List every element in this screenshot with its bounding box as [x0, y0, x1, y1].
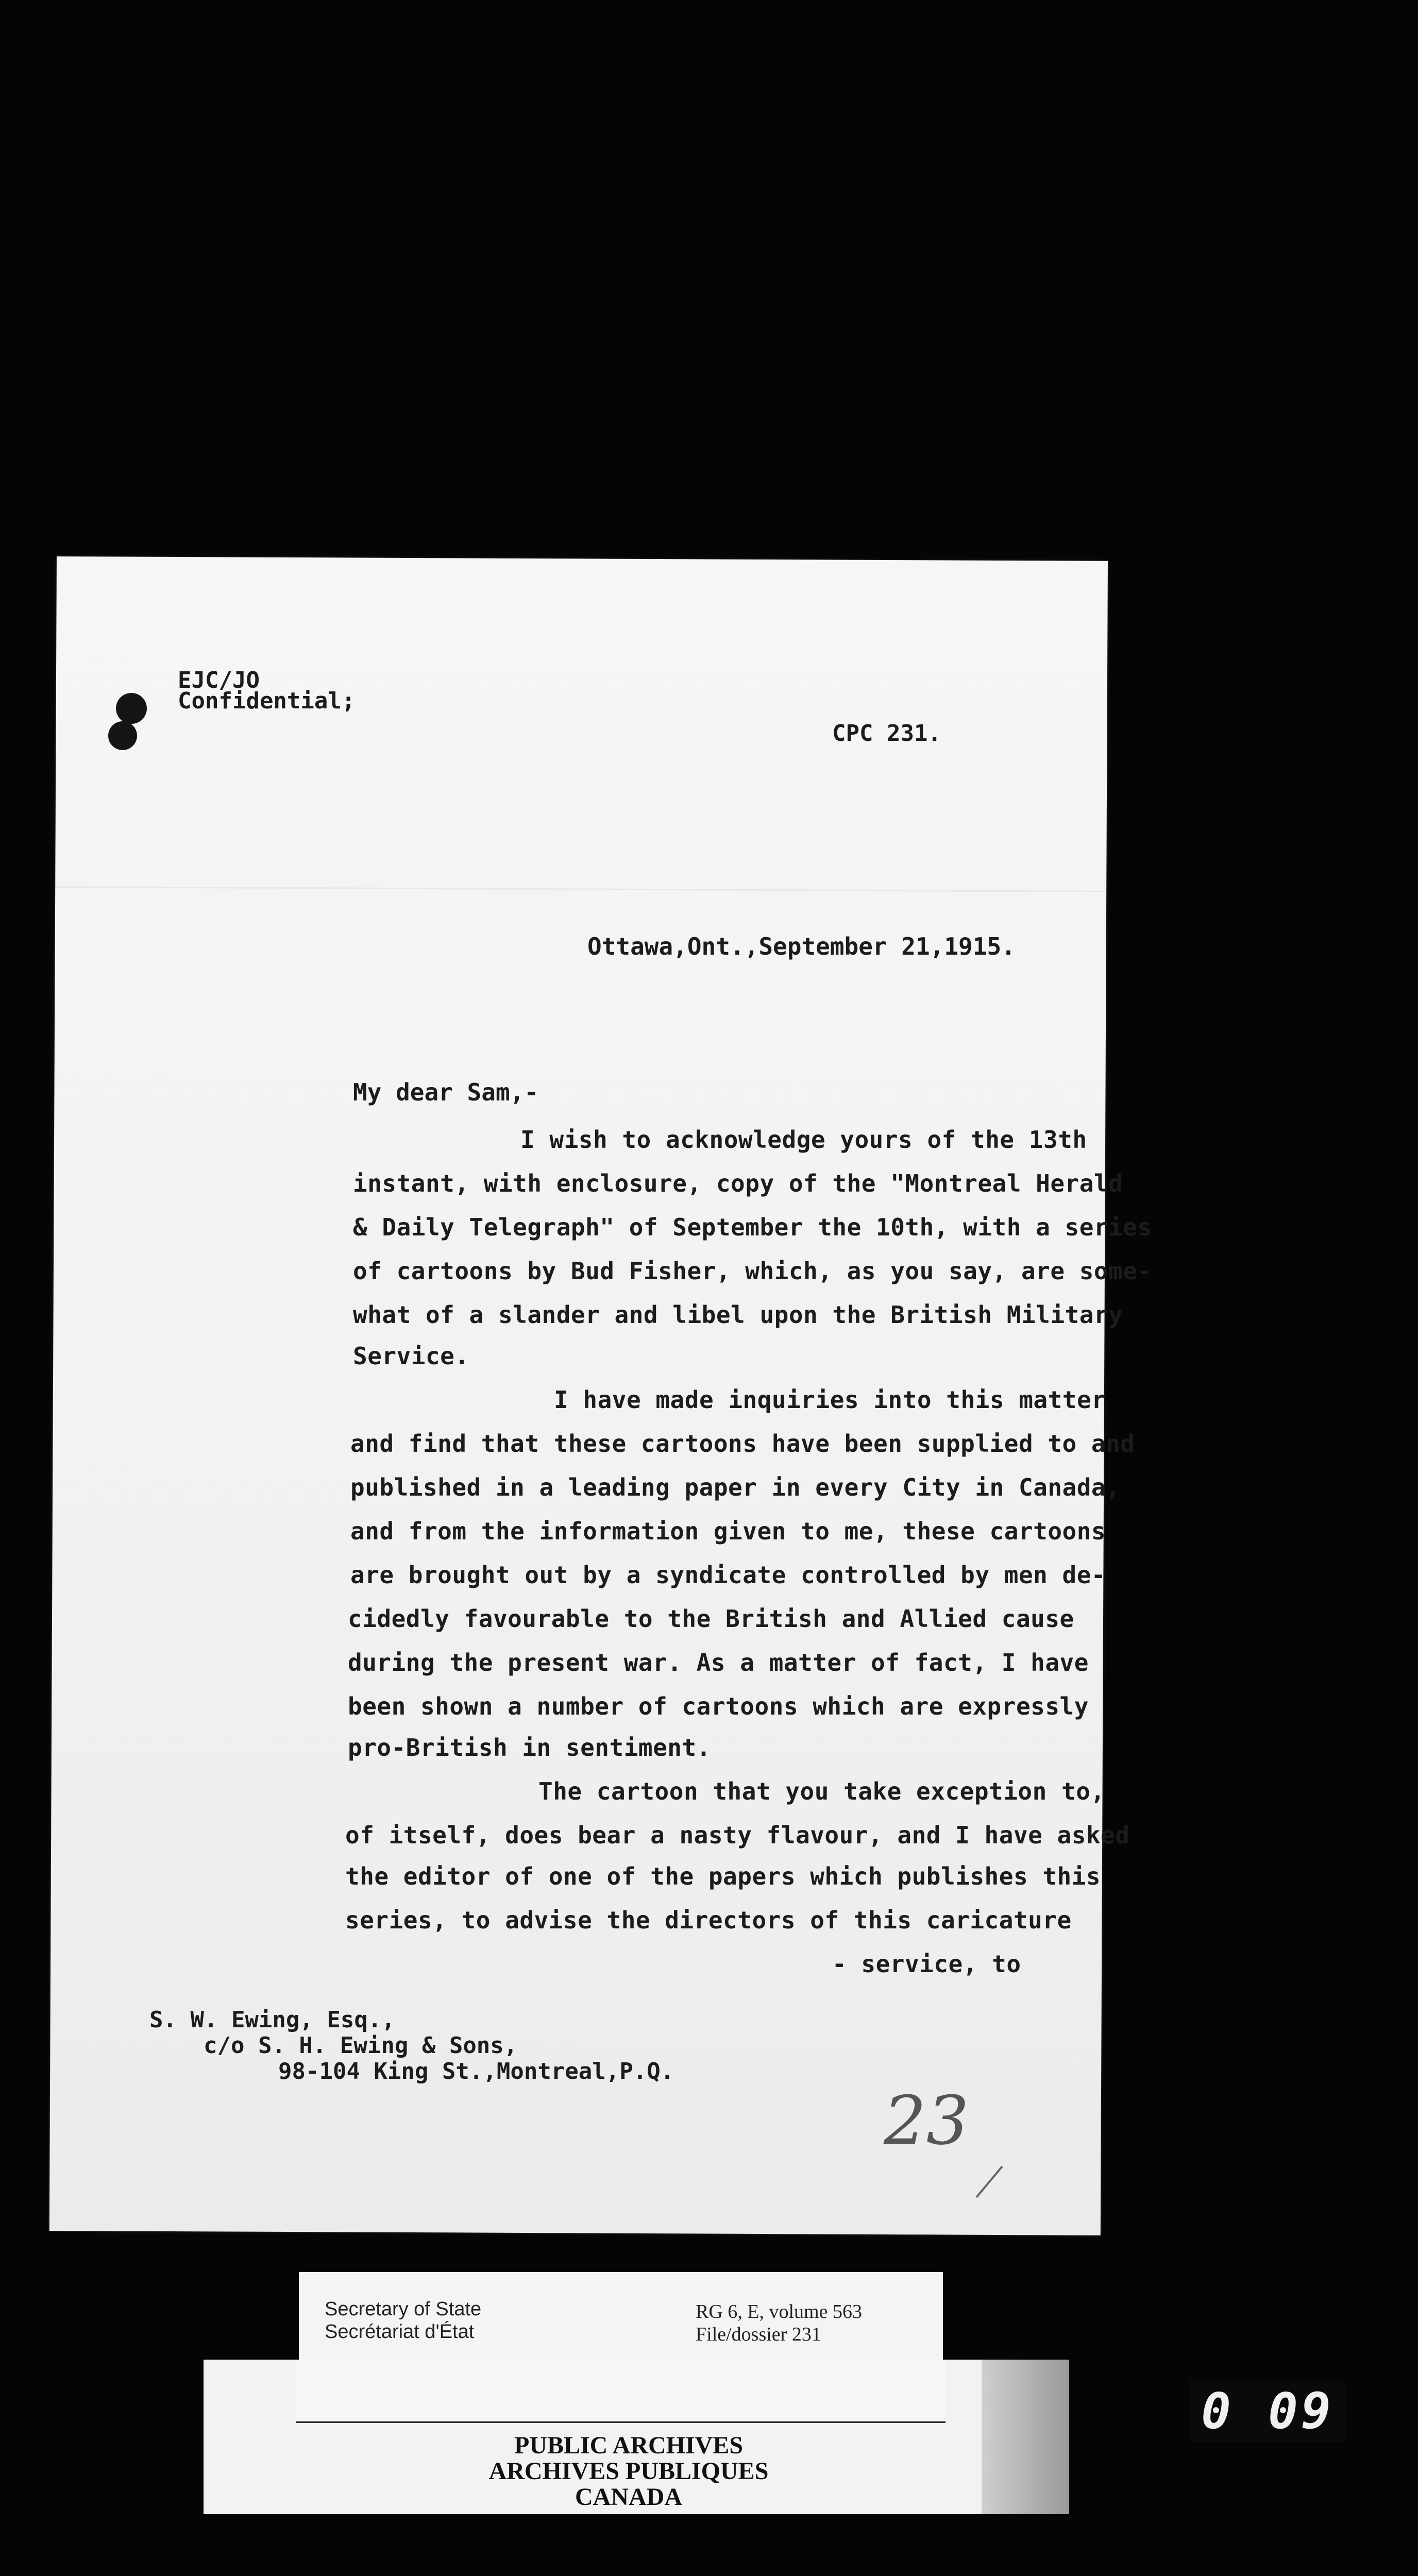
department-names: [325, 2298, 481, 2343]
file-dossier-reference: File/dossier 231: [696, 2324, 821, 2345]
body-line: instant, with enclosure, copy of the "Montreal Herald: [353, 1170, 1123, 1197]
page-fold-line: [55, 886, 1106, 892]
address-line: c/o S. H. Ewing & Sons,: [204, 2032, 518, 2059]
punch-hole-mark: [116, 693, 147, 724]
department-en: Secretary of State: [325, 2298, 482, 2320]
catchword: - service, to: [832, 1950, 1021, 1978]
counter-digit: 0: [1201, 2382, 1231, 2440]
file-reference: CPC 231.: [832, 720, 941, 747]
body-line: are brought out by a syndicate controlled by men de-: [350, 1561, 1106, 1589]
body-line: The cartoon that you take exception to,: [538, 1777, 1105, 1805]
archives-country: CANADA: [575, 2483, 682, 2511]
body-line: been shown a number of cartoons which are expressly: [348, 1692, 1089, 1720]
body-line: what of a slander and libel upon the British Military: [353, 1301, 1123, 1329]
body-line: the editor of one of the papers which publishes this: [345, 1862, 1101, 1890]
body-line: & Daily Telegraph" of September the 10th, with a series: [353, 1213, 1152, 1241]
body-line: published in a leading paper in every City in Canada,: [350, 1473, 1121, 1501]
card-grey-edge: [982, 2360, 1069, 2514]
body-line: I wish to acknowledge yours of the 13th: [520, 1126, 1087, 1154]
body-line: and find that these cartoons have been supplied to and: [350, 1430, 1135, 1458]
counter-digit: 9: [1301, 2382, 1331, 2440]
body-line: I have made inquiries into this matter: [554, 1386, 1106, 1414]
record-group-refs: [696, 2300, 862, 2346]
card-upper-band: [296, 2360, 946, 2423]
pencil-stroke: [974, 2164, 1005, 2200]
body-line: series, to advise the directors of this caricature: [345, 1906, 1072, 1934]
department-fr: Secrétariat d'État: [325, 2321, 475, 2343]
body-line: cidedly favourable to the British and Allied cause: [348, 1605, 1074, 1633]
punch-hole-mark: [108, 721, 137, 750]
confidential-marking: Confidential;: [178, 688, 356, 714]
reference-initials: EJC/JO: [178, 667, 260, 693]
body-line: during the present war. As a matter of fact, I have: [348, 1649, 1089, 1676]
address-line: S. W. Ewing, Esq.,: [149, 2007, 395, 2033]
address-line: 98-104 King St.,Montreal,P.Q.: [278, 2058, 674, 2084]
body-line: pro-British in sentiment.: [348, 1734, 711, 1761]
archives-title-en: PUBLIC ARCHIVES: [514, 2432, 744, 2459]
body-line: and from the information given to me, these cartoons: [350, 1517, 1106, 1545]
archives-title-fr: ARCHIVES PUBLIQUES: [488, 2458, 769, 2485]
dateline: Ottawa,Ont.,September 21,1915.: [587, 933, 1016, 960]
body-line: of cartoons by Bud Fisher, which, as you say, are some-: [353, 1257, 1152, 1285]
frame-counter: [1190, 2380, 1345, 2442]
handwritten-page-number: 23: [884, 2081, 969, 2160]
rg-reference: RG 6, E, volume 563: [696, 2301, 862, 2323]
body-line: of itself, does bear a nasty flavour, and I have asked: [345, 1821, 1130, 1849]
body-line: Service.: [353, 1342, 469, 1370]
salutation: My dear Sam,-: [353, 1078, 539, 1106]
counter-digit: 0: [1268, 2382, 1298, 2440]
